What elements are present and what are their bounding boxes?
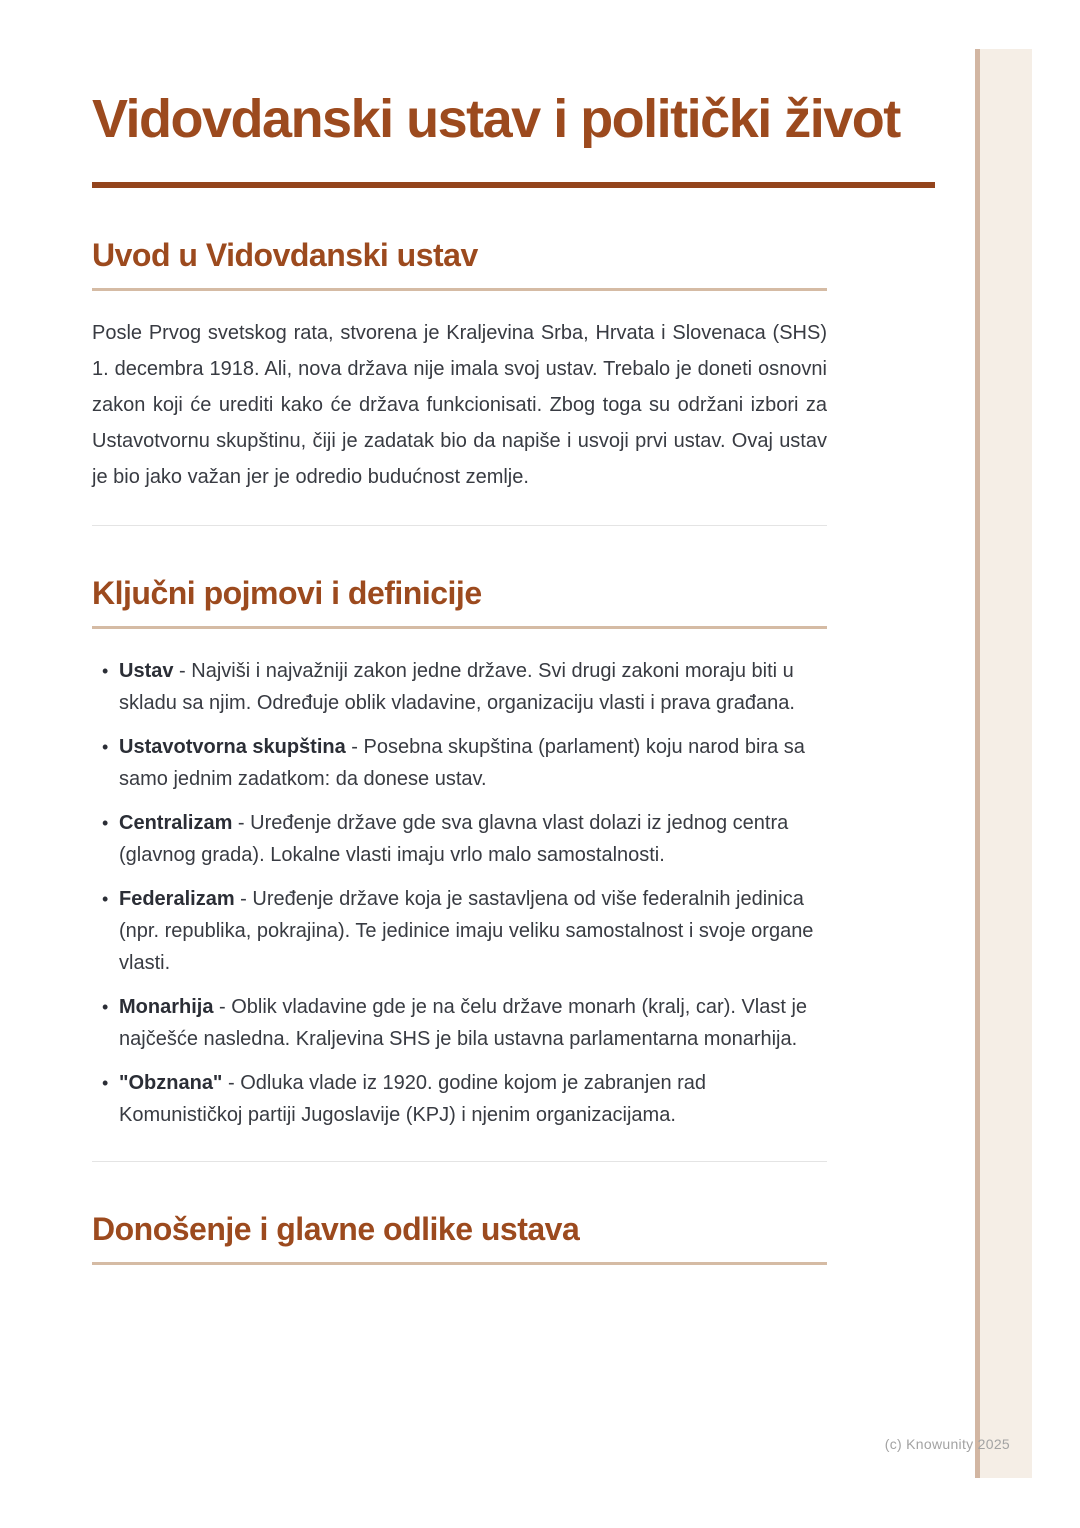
term-separator: -: [222, 1072, 241, 1094]
term-definition: Oblik vladavine gde je na čelu države monarh (kralj, car). Vlast je najčešće nasledna. Kraljevina SHS je bila ustavna parlamentarna monarhija.: [119, 996, 808, 1050]
section-adoption: [92, 1209, 827, 1265]
term-definition: Posebna skupština (parlament) koju narod bira sa samo jednim zadatkom: da donese ustav.: [119, 736, 805, 790]
definition-item-federalizam: [92, 883, 827, 979]
term-separator: -: [234, 888, 253, 910]
heading-rule: [92, 626, 827, 629]
term-label: Ustavotvorna skupština: [119, 736, 346, 758]
section-divider: [92, 525, 827, 526]
term-label: Centralizam: [119, 812, 233, 834]
intro-paragraph: Posle Prvog svetskog rata, stvorena je Kraljevina Srba, Hrvata i Slovenaca (SHS) 1. decembra 1918. Ali, nova država nije imala svoj ustav. Trebalo je doneti osnovni zakon koji će urediti kako će država funkcionisati. Zbog toga su održani izbori za Ustavotvornu skupštinu, čiji je zadatak bio da napiše i usvoji prvi ustav. Ovaj ustav je bio jako važan jer je odredio budućnost zemlje.: [92, 322, 827, 488]
section-heading-intro: Uvod u Vidovdanski ustav: [92, 237, 478, 273]
bullet-icon: •: [102, 889, 109, 909]
definition-item-ustav: [92, 655, 827, 719]
bullet-icon: •: [102, 661, 109, 681]
definition-item-monarhija: [92, 991, 827, 1055]
term-definition: Uređenje države koja je sastavljena od više federalnih jedinica (npr. republika, pokrajina). Te jedinice imaju veliku samostalnost i svoje organe vlasti.: [119, 888, 814, 974]
definition-item-centralizam: [92, 807, 827, 871]
term-label: "Obznana": [119, 1072, 223, 1094]
page-title: Vidovdanski ustav i politički život: [92, 89, 900, 149]
section-heading-adoption: Donošenje i glavne odlike ustava: [92, 1211, 580, 1247]
bullet-icon: •: [102, 737, 109, 757]
term-label: Monarhija: [119, 996, 214, 1018]
bullet-icon: •: [102, 1073, 109, 1093]
term-definition: Najviši i najvažniji zakon jedne države. Svi drugi zakoni moraju biti u skladu sa njim. Određuje oblik vladavine, organizaciju vlasti i prava građana.: [119, 660, 795, 714]
definition-item-obznana: [92, 1067, 827, 1131]
term-definition: Uređenje države gde sva glavna vlast dolazi iz jednog centra (glavnog grada). Lokalne vlasti imaju vrlo malo samostalnosti.: [119, 812, 789, 866]
term-separator: -: [213, 996, 232, 1018]
bullet-icon: •: [102, 813, 109, 833]
term-label: Ustav: [119, 660, 174, 682]
term-definition: Odluka vlade iz 1920. godine kojom je zabranjen rad Komunističkoj partiji Jugoslavije (KPJ) i njenim organizacijama.: [119, 1072, 707, 1126]
title-rule: [92, 182, 935, 188]
footer-copyright: (c) Knowunity 2025: [884, 1436, 1010, 1452]
term-separator: -: [173, 660, 192, 682]
section-intro: [92, 235, 827, 526]
heading-rule: [92, 1262, 827, 1265]
term-separator: -: [232, 812, 251, 834]
section-heading-definitions: Ključni pojmovi i definicije: [92, 575, 482, 611]
section-definitions: [92, 573, 827, 1162]
definitions-list: [92, 655, 827, 1131]
bullet-icon: •: [102, 997, 109, 1017]
definition-item-ustavotvorna-skupstina: [92, 731, 827, 795]
heading-rule: [92, 288, 827, 291]
section-divider: [92, 1161, 827, 1162]
term-label: Federalizam: [119, 888, 235, 910]
term-separator: -: [345, 736, 364, 758]
